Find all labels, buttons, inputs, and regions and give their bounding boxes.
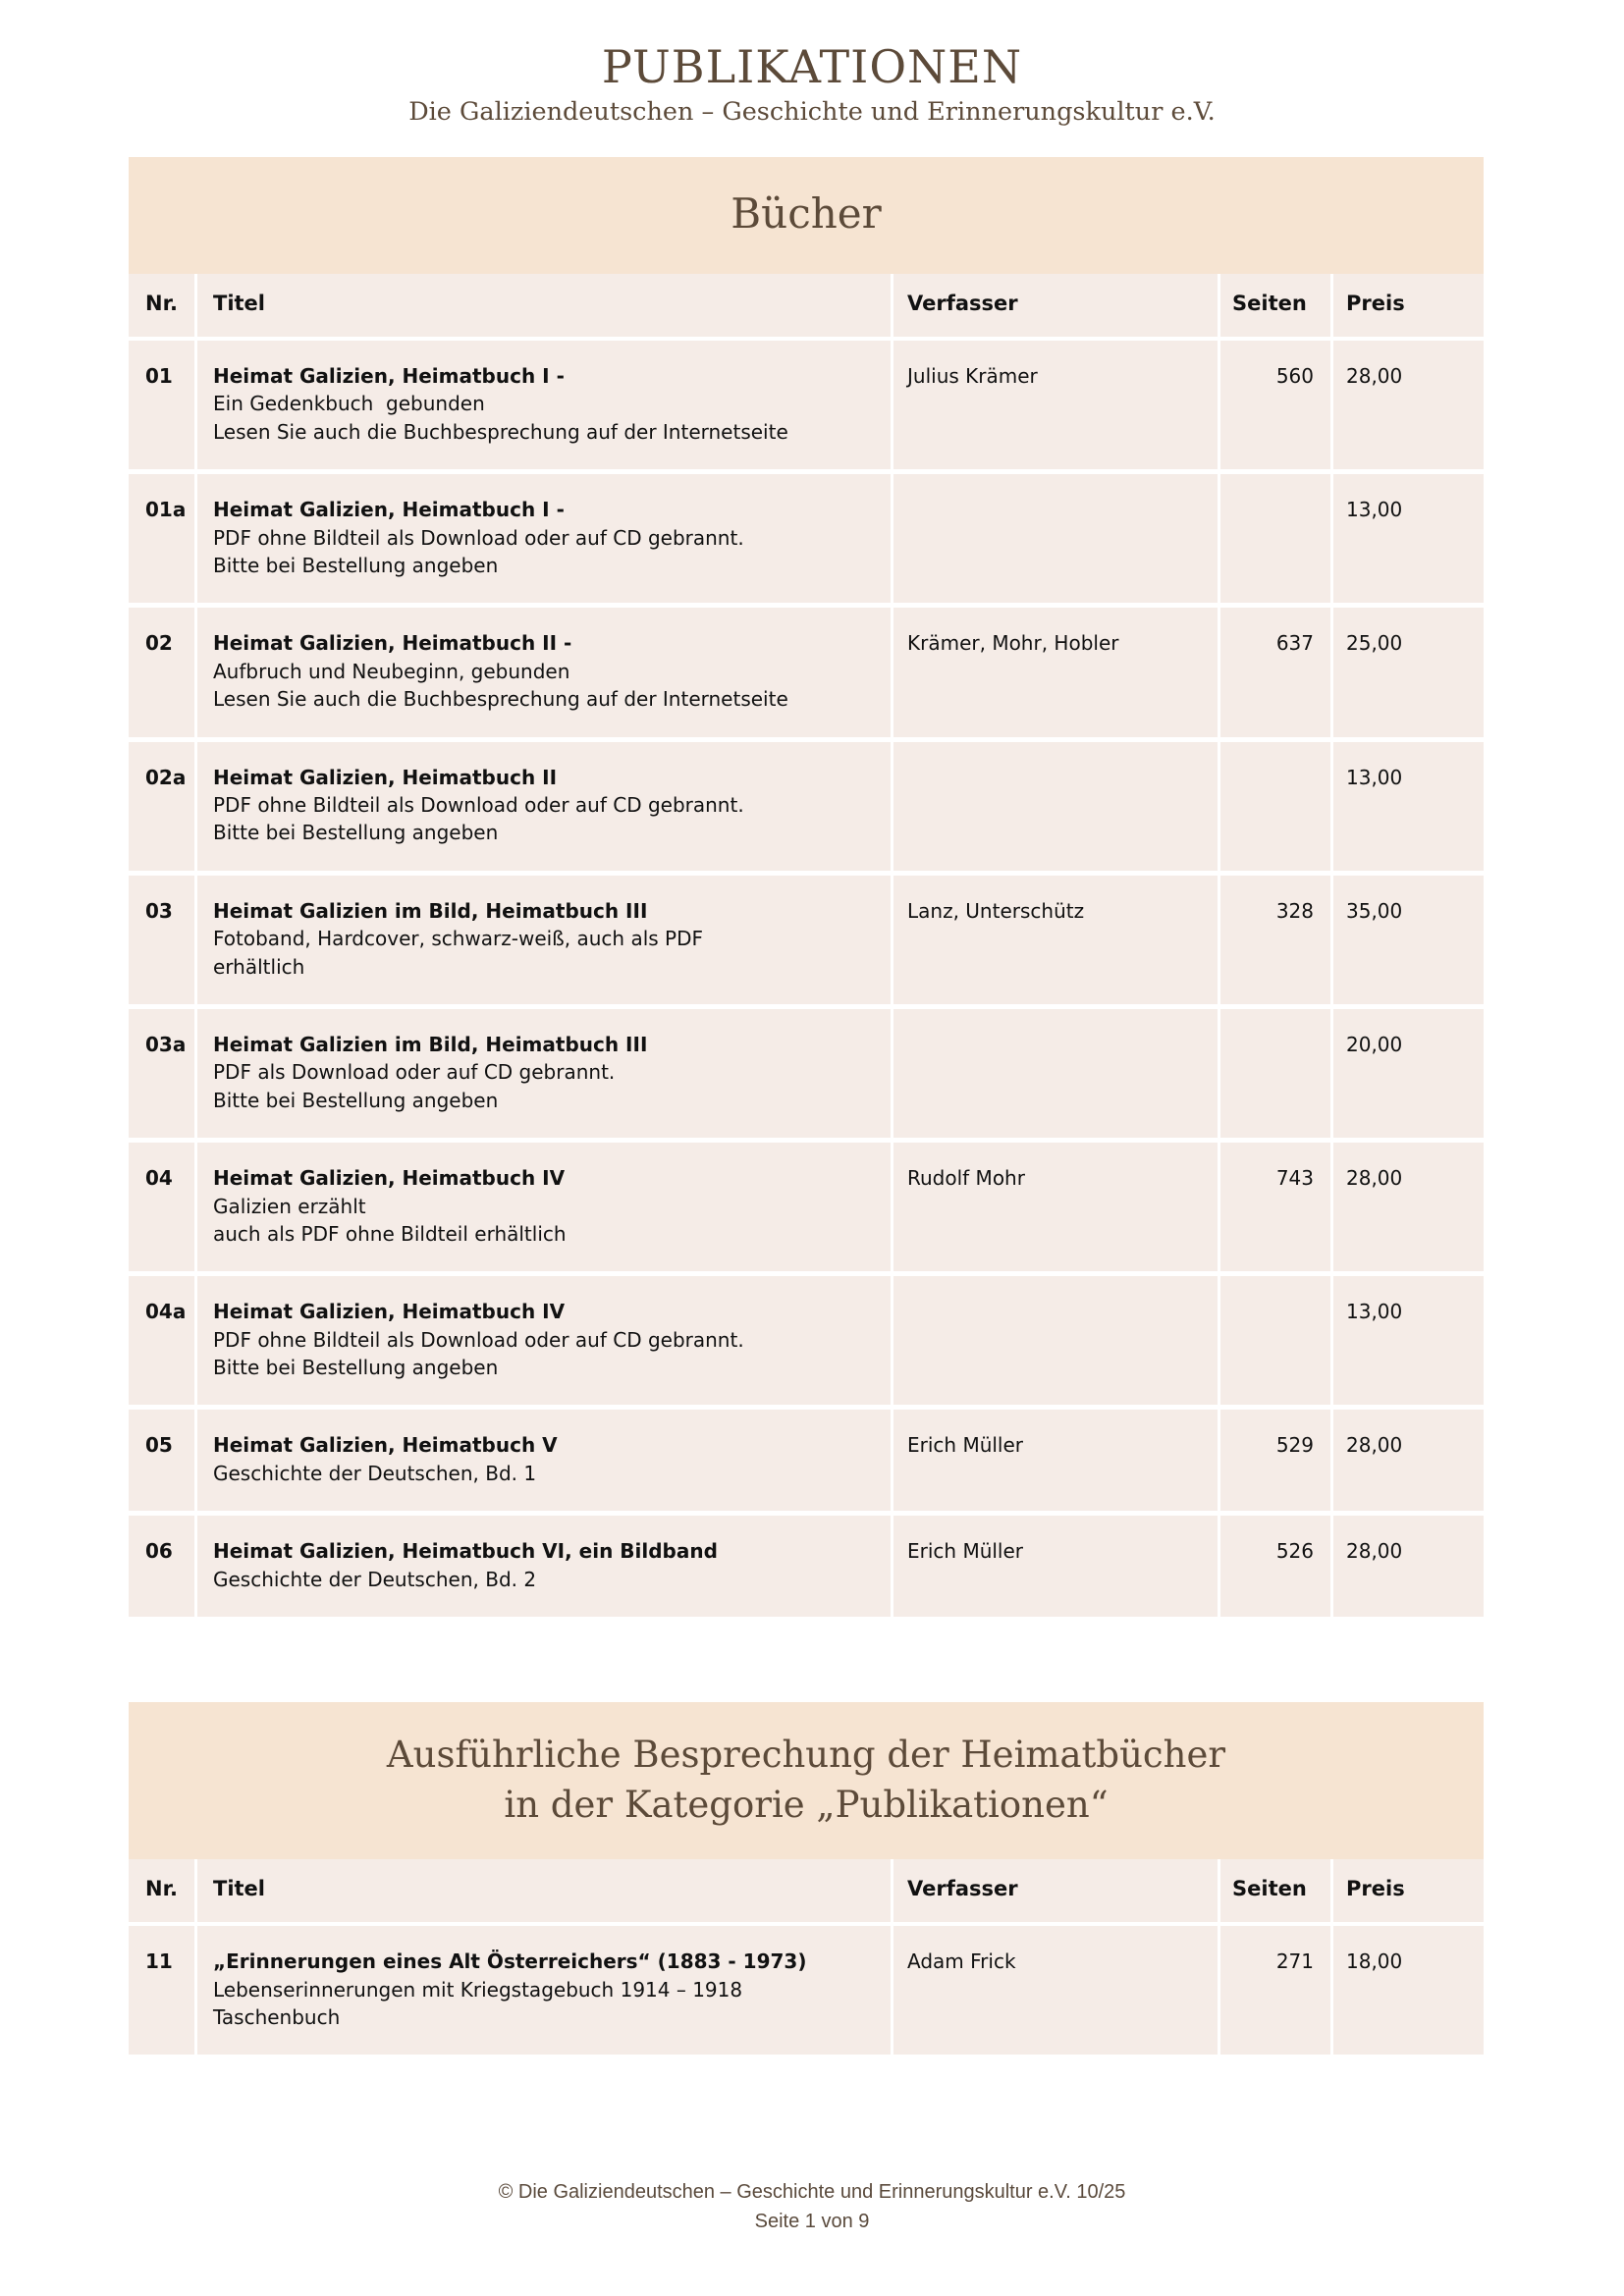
cell-preis: 20,00 xyxy=(1333,1009,1484,1143)
title-main: Heimat Galizien im Bild, Heimatbuch III xyxy=(213,1032,648,1056)
cell-nr: 05 xyxy=(129,1410,197,1516)
cell-preis: 13,00 xyxy=(1333,742,1484,876)
cell-preis: 28,00 xyxy=(1333,1143,1484,1276)
column-header-nr: Nr. xyxy=(129,274,197,341)
cell-nr: 02a xyxy=(129,742,197,876)
title-main: Heimat Galizien, Heimatbuch IV xyxy=(213,1300,566,1324)
title-description-line: Geschichte der Deutschen, Bd. 1 xyxy=(213,1461,537,1485)
cell-titel xyxy=(197,1276,893,1410)
cell-seiten: 560 xyxy=(1220,341,1333,474)
section-buecher xyxy=(129,157,1484,1622)
section-banner-besprechung xyxy=(129,1702,1484,1859)
cell-nr: 01 xyxy=(129,341,197,474)
table-row xyxy=(129,876,1484,1009)
cell-seiten: 529 xyxy=(1220,1410,1333,1516)
table-header-row xyxy=(129,274,1484,341)
table-row xyxy=(129,474,1484,608)
title-description-line: PDF als Download oder auf CD gebrannt. xyxy=(213,1060,616,1085)
title-description-line: Bitte bei Bestellung angeben xyxy=(213,821,499,845)
cell-verfasser xyxy=(893,1009,1220,1143)
table-row xyxy=(129,341,1484,474)
cell-verfasser: Adam Frick xyxy=(893,1926,1220,2059)
title-description-line: Ein Gedenkbuch gebunden xyxy=(213,392,485,416)
cell-nr: 03 xyxy=(129,876,197,1009)
title-description-line: Taschenbuch xyxy=(213,2004,341,2029)
cell-verfasser xyxy=(893,1276,1220,1410)
cell-seiten: 271 xyxy=(1220,1926,1333,2059)
cell-preis: 28,00 xyxy=(1333,1516,1484,1622)
cell-nr: 02 xyxy=(129,608,197,741)
title-main: Heimat Galizien, Heimatbuch V xyxy=(213,1433,558,1458)
cell-preis: 13,00 xyxy=(1333,474,1484,608)
cell-nr: 11 xyxy=(129,1926,197,2059)
publications-table-besprechung xyxy=(129,1859,1484,2059)
cell-preis: 13,00 xyxy=(1333,1276,1484,1410)
table-row xyxy=(129,1926,1484,2059)
title-description-line: PDF ohne Bildteil als Download oder auf CD gebrannt. xyxy=(213,1327,744,1352)
cell-titel xyxy=(197,1009,893,1143)
title-description-line: PDF ohne Bildteil als Download oder auf CD gebrannt. xyxy=(213,525,744,550)
cell-verfasser: Lanz, Unterschütz xyxy=(893,876,1220,1009)
title-main: Heimat Galizien, Heimatbuch I - xyxy=(213,498,565,522)
title-description-line: Bitte bei Bestellung angeben xyxy=(213,554,499,578)
title-description-line: Galizien erzählt xyxy=(213,1194,366,1218)
cell-verfasser: Erich Müller xyxy=(893,1410,1220,1516)
cell-titel xyxy=(197,1926,893,2059)
section-banner-line: Bücher xyxy=(731,189,882,238)
cell-seiten: 526 xyxy=(1220,1516,1333,1622)
cell-titel xyxy=(197,1410,893,1516)
column-header-seiten: Seiten xyxy=(1220,1859,1333,1926)
title-main: Heimat Galizien, Heimatbuch VI, ein Bildband xyxy=(213,1539,718,1564)
cell-preis: 18,00 xyxy=(1333,1926,1484,2059)
cell-nr: 01a xyxy=(129,474,197,608)
cell-verfasser: Rudolf Mohr xyxy=(893,1143,1220,1276)
cell-preis: 35,00 xyxy=(1333,876,1484,1009)
document-header xyxy=(0,0,1624,127)
section-banner-line-2: in der Kategorie „Publikationen“ xyxy=(504,1784,1109,1827)
table-body-buecher xyxy=(129,341,1484,1622)
table-row xyxy=(129,608,1484,741)
column-header-verfasser: Verfasser xyxy=(893,1859,1220,1926)
title-description-line: auch als PDF ohne Bildteil erhältlich xyxy=(213,1221,567,1246)
table-header-row xyxy=(129,1859,1484,1926)
title-description-line: Aufbruch und Neubeginn, gebunden xyxy=(213,659,570,683)
cell-nr: 04a xyxy=(129,1276,197,1410)
title-description-line: Bitte bei Bestellung angeben xyxy=(213,1088,499,1112)
cell-seiten xyxy=(1220,474,1333,608)
title-description-line: erhältlich xyxy=(213,954,305,979)
cell-preis: 25,00 xyxy=(1333,608,1484,741)
column-header-preis: Preis xyxy=(1333,274,1484,341)
title-main: „Erinnerungen eines Alt Österreichers“ (1883 - 1973) xyxy=(213,1949,807,1974)
table-row xyxy=(129,1143,1484,1276)
table-row xyxy=(129,1410,1484,1516)
column-header-titel: Titel xyxy=(197,1859,893,1926)
section-banner-line-1: Ausführliche Besprechung der Heimatbücher xyxy=(386,1734,1226,1776)
cell-preis: 28,00 xyxy=(1333,1410,1484,1516)
title-description-line: Lesen Sie auch die Buchbesprechung auf der Internetseite xyxy=(213,419,788,444)
table-row xyxy=(129,1276,1484,1410)
section-banner-buecher xyxy=(129,157,1484,274)
title-main: Heimat Galizien, Heimatbuch I - xyxy=(213,364,565,389)
cell-titel xyxy=(197,1143,893,1276)
title-main: Heimat Galizien, Heimatbuch II xyxy=(213,765,558,789)
column-header-seiten: Seiten xyxy=(1220,274,1333,341)
title-description-line: Lebenserinnerungen mit Kriegstagebuch 1914 – 1918 xyxy=(213,1977,743,2002)
cell-seiten xyxy=(1220,1276,1333,1410)
footer-copyright: © Die Galiziendeutschen – Geschichte und Erinnerungskultur e.V. 10/25 xyxy=(498,2181,1126,2203)
page-subtitle: Die Galiziendeutschen – Geschichte und Erinnerungskultur e.V. xyxy=(408,96,1216,127)
page-title: PUBLIKATIONEN xyxy=(601,40,1023,93)
cell-verfasser: Krämer, Mohr, Hobler xyxy=(893,608,1220,741)
publications-table-buecher xyxy=(129,274,1484,1622)
title-description-line: Bitte bei Bestellung angeben xyxy=(213,1356,499,1380)
cell-seiten: 743 xyxy=(1220,1143,1333,1276)
column-header-preis: Preis xyxy=(1333,1859,1484,1926)
cell-nr: 04 xyxy=(129,1143,197,1276)
column-header-titel: Titel xyxy=(197,274,893,341)
cell-titel xyxy=(197,608,893,741)
table-row xyxy=(129,742,1484,876)
cell-seiten xyxy=(1220,742,1333,876)
cell-titel xyxy=(197,341,893,474)
cell-titel xyxy=(197,876,893,1009)
column-header-verfasser: Verfasser xyxy=(893,274,1220,341)
document-footer xyxy=(0,2177,1624,2236)
cell-seiten: 328 xyxy=(1220,876,1333,1009)
cell-verfasser xyxy=(893,474,1220,608)
cell-seiten xyxy=(1220,1009,1333,1143)
cell-verfasser: Julius Krämer xyxy=(893,341,1220,474)
cell-nr: 03a xyxy=(129,1009,197,1143)
title-description-line: Geschichte der Deutschen, Bd. 2 xyxy=(213,1567,537,1591)
title-main: Heimat Galizien im Bild, Heimatbuch III xyxy=(213,898,648,923)
footer-page-number: Seite 1 von 9 xyxy=(754,2211,870,2232)
title-description-line: PDF ohne Bildteil als Download oder auf CD gebrannt. xyxy=(213,793,744,817)
title-description-line: Lesen Sie auch die Buchbesprechung auf der Internetseite xyxy=(213,687,788,712)
cell-verfasser xyxy=(893,742,1220,876)
title-main: Heimat Galizien, Heimatbuch IV xyxy=(213,1166,566,1191)
cell-titel xyxy=(197,1516,893,1622)
cell-seiten: 637 xyxy=(1220,608,1333,741)
cell-preis: 28,00 xyxy=(1333,341,1484,474)
cell-titel xyxy=(197,742,893,876)
table-body-besprechung xyxy=(129,1926,1484,2059)
title-main: Heimat Galizien, Heimatbuch II - xyxy=(213,631,572,656)
table-row xyxy=(129,1009,1484,1143)
cell-nr: 06 xyxy=(129,1516,197,1622)
cell-titel xyxy=(197,474,893,608)
section-besprechung xyxy=(129,1702,1484,2059)
table-row xyxy=(129,1516,1484,1622)
cell-verfasser: Erich Müller xyxy=(893,1516,1220,1622)
column-header-nr: Nr. xyxy=(129,1859,197,1926)
title-description-line: Fotoband, Hardcover, schwarz-weiß, auch als PDF xyxy=(213,927,704,951)
